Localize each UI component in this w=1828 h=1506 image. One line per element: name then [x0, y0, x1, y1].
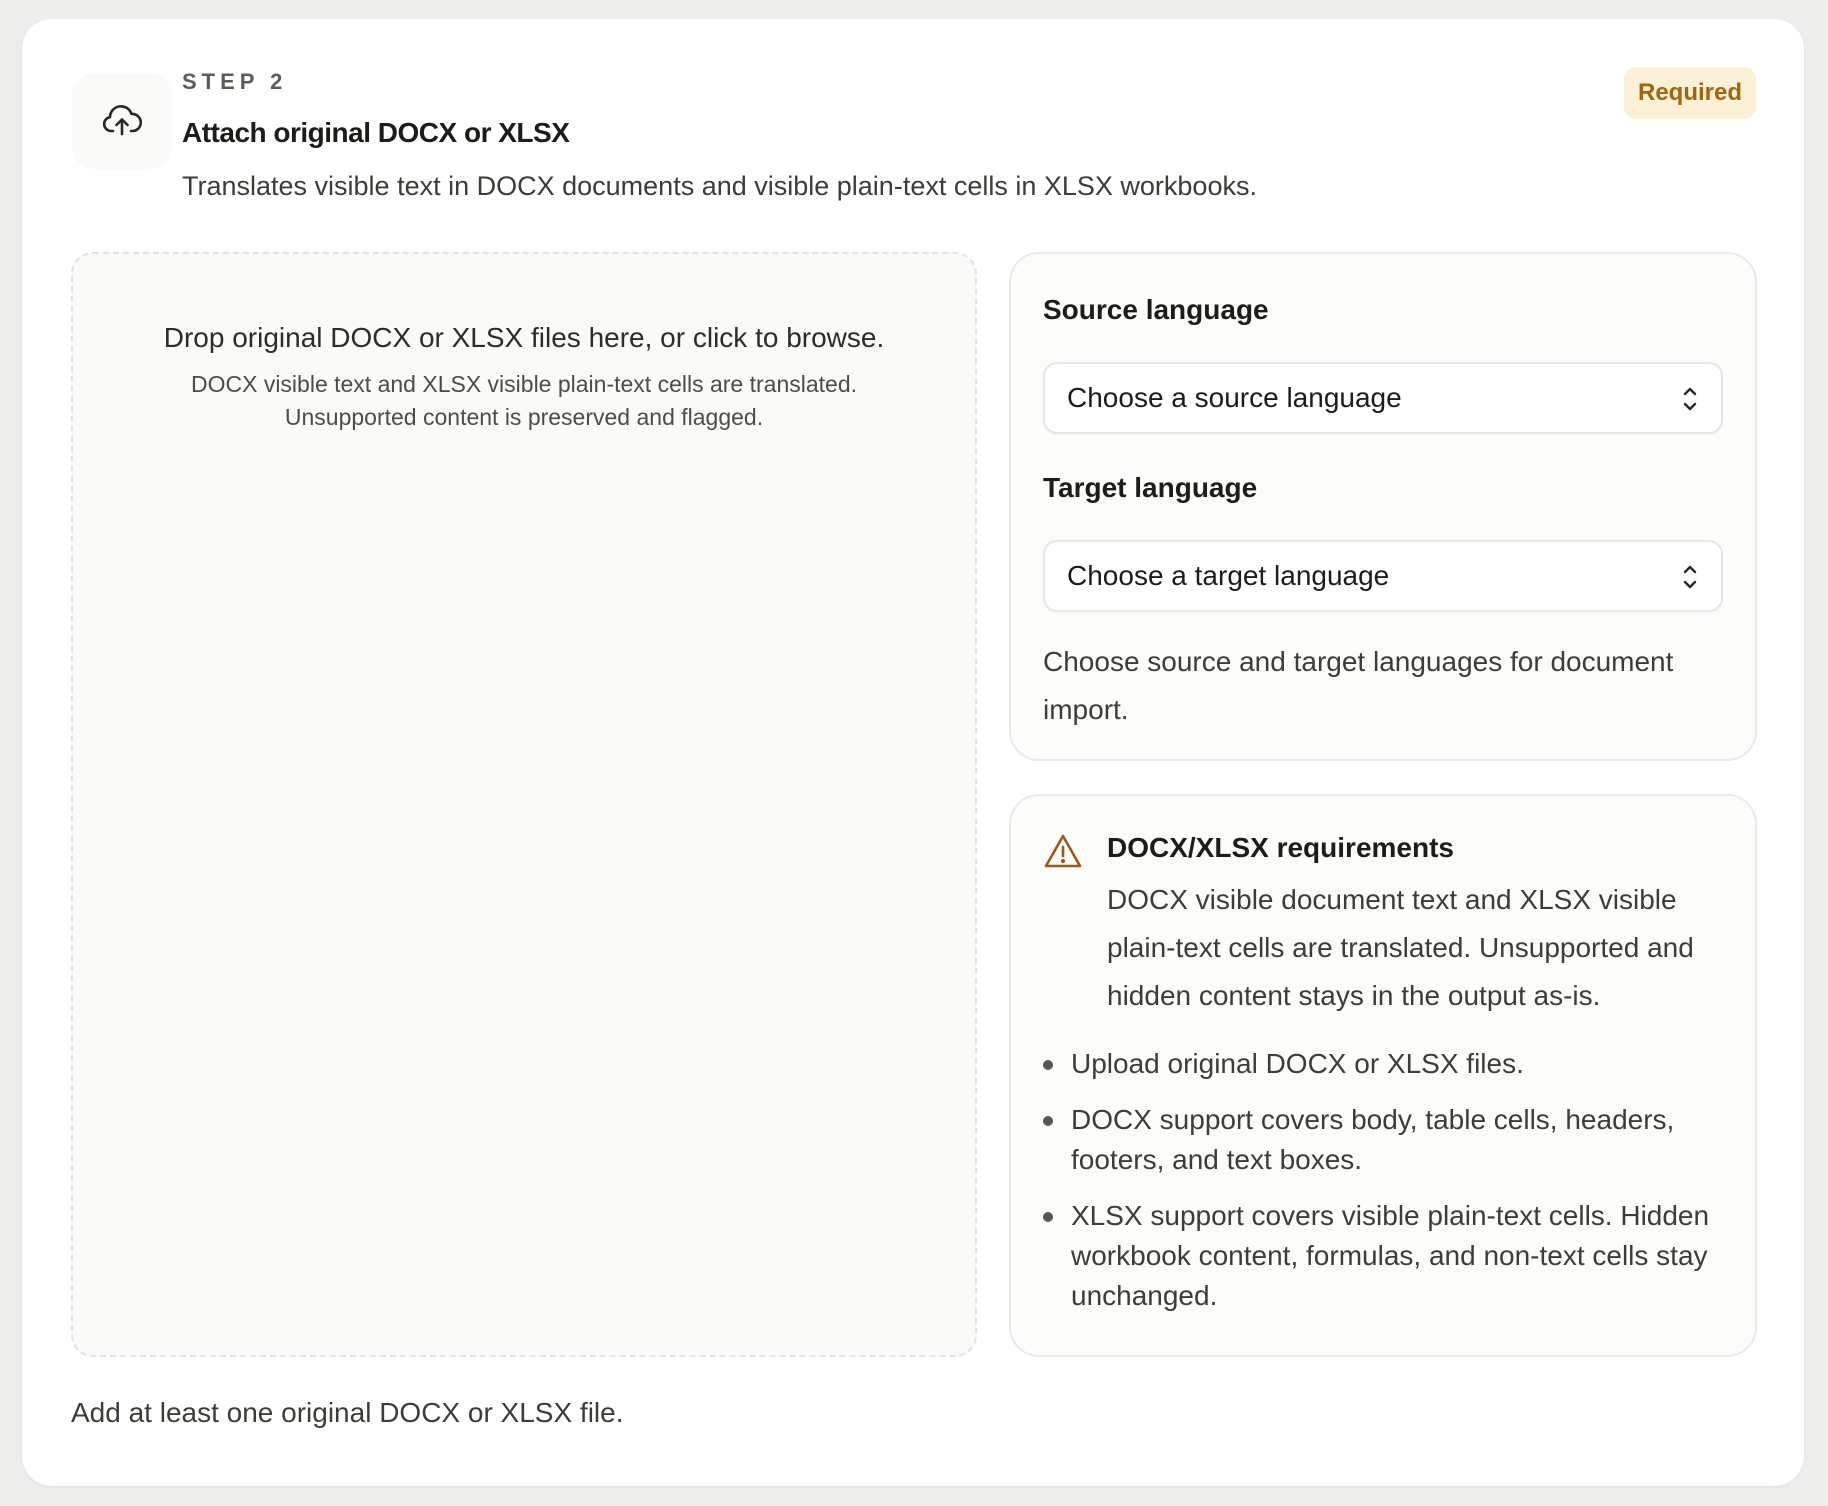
requirements-panel [1009, 794, 1757, 1357]
list-item-text: XLSX support covers visible plain-text cells. Hidden workbook content, formulas, and non-text cells stay unchanged. [1071, 1200, 1710, 1311]
target-language-value: Choose a target language [1067, 560, 1390, 591]
list-item [1043, 1100, 1733, 1180]
source-language-select[interactable] [1043, 362, 1723, 434]
language-panel [1009, 252, 1757, 761]
chevron-updown-icon [1681, 562, 1699, 592]
dropzone-sub-line-1: DOCX visible text and XLSX visible plain-text cells are translated. [190, 371, 858, 397]
requirements-title: DOCX/XLSX requirements [1107, 832, 1454, 863]
requirements-description: DOCX visible document text and XLSX visible plain-text cells are translated. Unsupported and hidden content stays in the output as-is. [1107, 884, 1694, 1011]
list-item-text: DOCX support covers body, table cells, headers, footers, and text boxes. [1071, 1104, 1675, 1175]
file-dropzone[interactable] [71, 252, 977, 1357]
source-language-value: Choose a source language [1067, 382, 1402, 413]
validation-message: Add at least one original DOCX or XLSX file. [71, 1397, 624, 1428]
warning-triangle-icon [1043, 832, 1083, 870]
attach-files-card [22, 19, 1804, 1486]
chevron-updown-icon [1681, 384, 1699, 414]
cloud-upload-icon [102, 103, 142, 139]
step-icon-container [72, 73, 172, 169]
required-badge: Required [1624, 67, 1756, 119]
step-description: Translates visible text in DOCX documents and visible plain-text cells in XLSX workbooks. [182, 171, 1257, 201]
requirements-list [1043, 1044, 1733, 1332]
target-language-label: Target language [1043, 472, 1258, 503]
step-title: Attach original DOCX or XLSX [182, 117, 570, 148]
dropzone-main-text: Drop original DOCX or XLSX files here, or click to browse. [163, 322, 885, 353]
bullet-icon [1043, 1060, 1053, 1070]
list-item-text: Upload original DOCX or XLSX files. [1071, 1048, 1524, 1079]
bullet-icon [1043, 1116, 1053, 1126]
target-language-select[interactable] [1043, 540, 1723, 612]
list-item [1043, 1196, 1733, 1316]
dropzone-sub-text [73, 368, 975, 434]
list-item [1043, 1044, 1733, 1084]
bullet-icon [1043, 1212, 1053, 1222]
source-language-label: Source language [1043, 294, 1269, 325]
language-help-text: Choose source and target languages for document import. [1043, 646, 1674, 725]
dropzone-sub-line-2: Unsupported content is preserved and flagged. [284, 404, 764, 430]
step-label: STEP 2 [182, 69, 288, 94]
